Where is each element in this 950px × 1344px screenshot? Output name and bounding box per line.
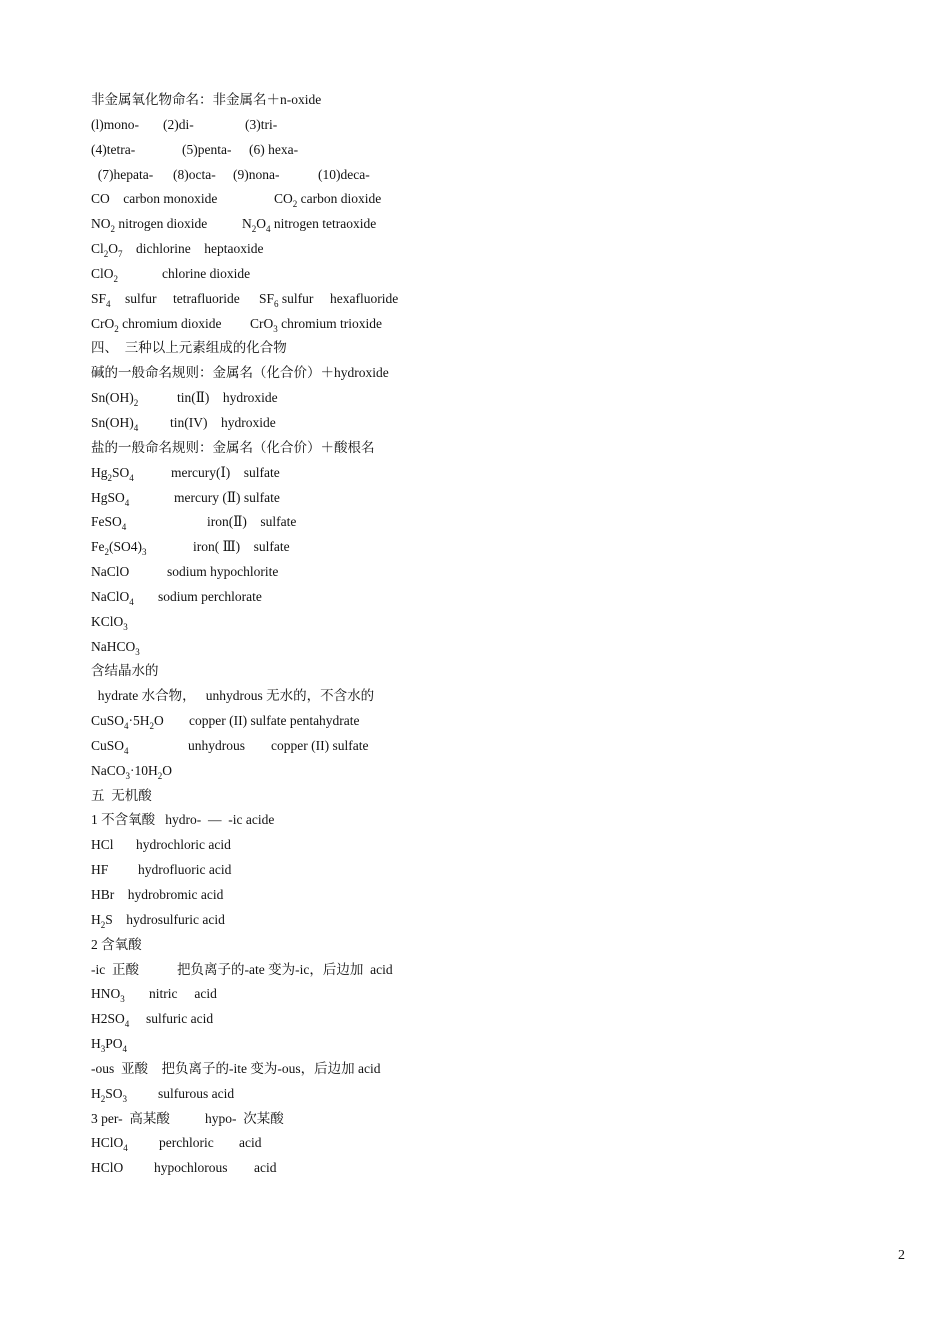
text-segment bbox=[205, 1107, 284, 1132]
text-segment bbox=[91, 510, 207, 535]
text-line bbox=[91, 287, 851, 312]
text-line bbox=[91, 858, 851, 883]
text-segment bbox=[91, 883, 223, 908]
text-run: HF bbox=[91, 862, 109, 878]
text-segment bbox=[91, 982, 149, 1007]
text-segment bbox=[91, 585, 158, 610]
text-line bbox=[91, 709, 851, 734]
text-segment bbox=[91, 212, 242, 237]
text-line bbox=[91, 560, 851, 585]
text-line bbox=[91, 138, 851, 163]
text-line bbox=[91, 113, 851, 138]
text-segment bbox=[274, 187, 381, 212]
text-run: SO bbox=[112, 464, 130, 480]
text-segment bbox=[159, 1131, 239, 1156]
text-segment bbox=[91, 1007, 146, 1032]
text-line bbox=[91, 1156, 851, 1181]
text-run: acid bbox=[254, 1160, 277, 1176]
text-run: O bbox=[162, 762, 172, 778]
text-run: CO bbox=[274, 191, 293, 207]
subscript: 2 bbox=[100, 1093, 106, 1104]
text-line bbox=[91, 486, 851, 511]
text-run: CrO bbox=[250, 315, 274, 331]
text-run: (9)nona- bbox=[233, 166, 280, 182]
text-run: N bbox=[242, 216, 252, 232]
text-line bbox=[91, 610, 851, 635]
subscript: 4 bbox=[124, 1019, 130, 1030]
text-run: FeSO bbox=[91, 514, 122, 530]
text-segment bbox=[245, 113, 277, 138]
text-line bbox=[91, 237, 851, 262]
text-segment bbox=[207, 510, 296, 535]
text-run: CO carbon monoxide bbox=[91, 191, 218, 207]
text-segment bbox=[91, 958, 177, 983]
text-segment bbox=[318, 163, 370, 188]
text-line bbox=[91, 833, 851, 858]
text-run: 1 不含氧酸 hydro- — -ic acide bbox=[91, 812, 275, 828]
text-line bbox=[91, 1057, 851, 1082]
text-segment bbox=[138, 858, 231, 883]
text-line bbox=[91, 88, 851, 113]
subscript: 2 bbox=[104, 547, 109, 558]
text-segment bbox=[254, 1156, 277, 1181]
text-run: S hydrosulfuric acid bbox=[105, 911, 225, 927]
document-body bbox=[91, 88, 851, 1181]
text-run: O bbox=[256, 216, 266, 232]
text-run: 含结晶水的 bbox=[91, 663, 159, 679]
text-segment bbox=[91, 784, 152, 809]
subscript: 4 bbox=[129, 472, 134, 483]
text-run: copper (II) sulfate bbox=[271, 737, 369, 753]
text-line bbox=[91, 684, 851, 709]
text-segment bbox=[136, 833, 231, 858]
text-run: chromium dioxide bbox=[118, 315, 222, 331]
text-run: HBr hydrobromic acid bbox=[91, 887, 224, 902]
text-line bbox=[91, 759, 851, 784]
text-run: mercury (Ⅱ) sulfate bbox=[174, 489, 280, 505]
text-run: SF bbox=[91, 290, 107, 306]
text-run: tetrafluoride bbox=[173, 290, 240, 306]
text-segment bbox=[158, 585, 262, 610]
text-segment bbox=[91, 709, 189, 734]
text-run: (2)di- bbox=[163, 116, 194, 132]
text-segment bbox=[91, 1107, 205, 1132]
text-run: SF bbox=[259, 290, 275, 306]
text-line bbox=[91, 883, 851, 908]
text-line bbox=[91, 411, 851, 436]
text-run: hypo- 次某酸 bbox=[205, 1110, 284, 1126]
text-run: acid bbox=[239, 1135, 262, 1151]
text-segment bbox=[171, 461, 280, 486]
text-run: hypochlorous bbox=[154, 1160, 228, 1176]
text-run: SO bbox=[105, 1085, 123, 1101]
subscript: 4 bbox=[129, 596, 134, 607]
text-run: 碱的一般命名规则：金属名（化合价）＋hydroxide bbox=[91, 365, 389, 381]
text-segment bbox=[330, 287, 398, 312]
text-segment bbox=[177, 958, 393, 983]
text-line bbox=[91, 635, 851, 660]
text-segment bbox=[158, 1082, 234, 1107]
text-segment bbox=[91, 187, 274, 212]
text-run: Sn(OH) bbox=[91, 414, 134, 430]
text-run: HClO bbox=[91, 1135, 124, 1151]
text-segment bbox=[149, 982, 217, 1007]
text-run: sodium hypochlorite bbox=[167, 564, 279, 580]
text-run: 把负离子的-ate 变为-ic，后边加 acid bbox=[177, 961, 393, 977]
text-segment bbox=[242, 212, 376, 237]
text-run: hexafluoride bbox=[330, 290, 399, 306]
text-segment bbox=[91, 1131, 159, 1156]
text-segment bbox=[91, 1032, 127, 1057]
text-run: Hg bbox=[91, 464, 108, 480]
text-run: ClO bbox=[91, 265, 114, 281]
text-line bbox=[91, 958, 851, 983]
text-run: NaClO bbox=[91, 564, 130, 580]
subscript: 2 bbox=[113, 273, 119, 284]
text-run: perchloric bbox=[159, 1135, 214, 1151]
text-run: ·5H bbox=[128, 713, 150, 729]
text-segment bbox=[91, 808, 274, 833]
text-line bbox=[91, 1007, 851, 1032]
text-line bbox=[91, 659, 851, 684]
subscript: 2 bbox=[292, 199, 298, 210]
subscript: 4 bbox=[122, 1044, 128, 1055]
text-run: (8)octa- bbox=[173, 166, 216, 182]
text-run: (l)mono- bbox=[91, 116, 139, 132]
text-run: H bbox=[91, 911, 101, 927]
text-run: nitric acid bbox=[149, 986, 217, 1002]
text-line bbox=[91, 336, 851, 361]
text-run: H2SO bbox=[91, 1011, 125, 1027]
text-line bbox=[91, 312, 851, 337]
text-segment bbox=[249, 138, 298, 163]
text-run: copper (II) sulfate pentahydrate bbox=[189, 713, 360, 729]
subscript: 3 bbox=[125, 770, 130, 781]
text-run: nitrogen dioxide bbox=[115, 216, 208, 232]
text-segment bbox=[91, 312, 250, 337]
text-segment bbox=[146, 1007, 213, 1032]
subscript: 2 bbox=[100, 919, 106, 930]
text-segment bbox=[91, 436, 375, 461]
subscript: 4 bbox=[124, 745, 129, 756]
subscript: 2 bbox=[114, 323, 119, 334]
text-run: Sn(OH) bbox=[91, 390, 134, 406]
text-line bbox=[91, 1131, 851, 1156]
text-line bbox=[91, 436, 851, 461]
text-segment bbox=[91, 361, 389, 386]
text-run: sulfur bbox=[278, 290, 314, 306]
text-run: carbon dioxide bbox=[297, 191, 382, 207]
text-run: tin(Ⅱ) hydroxide bbox=[177, 390, 278, 406]
text-segment bbox=[91, 287, 125, 312]
text-segment bbox=[91, 336, 287, 361]
text-segment bbox=[91, 1082, 158, 1107]
text-segment bbox=[91, 262, 162, 287]
subscript: 3 bbox=[100, 1044, 106, 1055]
text-segment bbox=[91, 1156, 154, 1181]
text-run: (5)penta- bbox=[182, 141, 232, 157]
text-run: -ous 亚酸 把负离子的-ite 变为-ous，后边加 acid bbox=[91, 1060, 381, 1076]
text-segment bbox=[174, 486, 280, 511]
text-run: tin(IV) hydroxide bbox=[170, 414, 276, 430]
text-segment bbox=[188, 734, 271, 759]
text-line bbox=[91, 1032, 851, 1057]
text-segment bbox=[91, 535, 193, 560]
text-run: (6) hexa- bbox=[249, 141, 299, 157]
text-run: O bbox=[108, 241, 119, 257]
text-segment bbox=[162, 262, 250, 287]
text-run: hydrate 水合物， unhydrous 无水的，不含水的 bbox=[91, 688, 375, 704]
text-run: HNO bbox=[91, 986, 121, 1002]
text-segment bbox=[163, 113, 245, 138]
text-segment bbox=[91, 461, 171, 486]
text-line bbox=[91, 585, 851, 610]
text-line bbox=[91, 808, 851, 833]
text-line bbox=[91, 386, 851, 411]
text-run: (4)tetra- bbox=[91, 141, 136, 157]
subscript: 2 bbox=[149, 721, 155, 732]
text-run: Cl bbox=[91, 241, 104, 257]
subscript: 4 bbox=[266, 224, 271, 235]
text-line bbox=[91, 361, 851, 386]
text-run: O bbox=[154, 713, 164, 729]
text-run: CrO bbox=[91, 315, 115, 331]
text-line bbox=[91, 535, 851, 560]
text-run: iron( Ⅲ) sulfate bbox=[193, 539, 290, 555]
text-segment bbox=[182, 138, 249, 163]
text-run: mercury(Ⅰ) sulfate bbox=[171, 464, 280, 480]
text-line bbox=[91, 1107, 851, 1132]
text-segment bbox=[91, 610, 128, 635]
subscript: 2 bbox=[157, 770, 163, 781]
text-segment bbox=[91, 759, 172, 784]
subscript: 6 bbox=[274, 298, 279, 309]
text-line bbox=[91, 734, 851, 759]
text-run: unhydrous bbox=[188, 737, 245, 753]
subscript: 3 bbox=[142, 547, 147, 558]
subscript: 4 bbox=[121, 522, 127, 533]
text-line bbox=[91, 1082, 851, 1107]
text-run: sulfuric acid bbox=[146, 1011, 214, 1027]
text-segment bbox=[173, 287, 259, 312]
text-line bbox=[91, 163, 851, 188]
text-run: H bbox=[91, 1036, 101, 1052]
subscript: 4 bbox=[123, 1143, 128, 1154]
text-run: sulfurous acid bbox=[158, 1085, 235, 1101]
text-segment bbox=[91, 386, 177, 411]
page-number: 2 bbox=[898, 1248, 905, 1263]
text-run: (3)tri- bbox=[245, 116, 278, 132]
text-run: chlorine dioxide bbox=[162, 265, 251, 281]
subscript: 2 bbox=[251, 224, 257, 235]
text-segment bbox=[91, 88, 321, 113]
text-run: PO bbox=[105, 1036, 123, 1052]
text-line bbox=[91, 461, 851, 486]
text-run: H bbox=[91, 1085, 101, 1101]
subscript: 2 bbox=[103, 249, 109, 260]
subscript: 4 bbox=[124, 497, 130, 508]
subscript: 3 bbox=[135, 646, 140, 657]
text-run: (7)hepata- bbox=[91, 166, 154, 182]
text-run: sulfur bbox=[125, 290, 157, 306]
text-segment bbox=[193, 535, 290, 560]
text-run: nitrogen tetraoxide bbox=[270, 216, 377, 232]
text-run: KClO bbox=[91, 613, 124, 629]
subscript: 4 bbox=[124, 721, 129, 732]
text-run: 五 无机酸 bbox=[91, 787, 152, 803]
text-segment bbox=[91, 113, 163, 138]
text-line bbox=[91, 510, 851, 535]
text-segment bbox=[250, 312, 382, 337]
text-segment bbox=[91, 1057, 380, 1082]
subscript: 3 bbox=[123, 621, 128, 632]
text-segment bbox=[233, 163, 318, 188]
text-run: HgSO bbox=[91, 489, 125, 505]
text-line bbox=[91, 187, 851, 212]
text-run: dichlorine heptaoxide bbox=[122, 241, 264, 257]
subscript: 4 bbox=[133, 422, 139, 433]
text-segment bbox=[91, 138, 182, 163]
text-segment bbox=[154, 1156, 254, 1181]
text-segment bbox=[167, 560, 278, 585]
text-segment bbox=[91, 237, 263, 262]
subscript: 2 bbox=[110, 224, 115, 235]
text-run: 非金属氧化物命名：非金属名＋n-oxide bbox=[91, 92, 322, 107]
text-run: NaHCO bbox=[91, 638, 136, 654]
subscript: 2 bbox=[133, 398, 139, 409]
text-line bbox=[91, 933, 851, 958]
text-run: 盐的一般命名规则：金属名（化合价）＋酸根名 bbox=[91, 439, 375, 455]
text-run: hydrofluoric acid bbox=[138, 862, 232, 878]
text-run: CuSO bbox=[91, 737, 125, 753]
subscript: 3 bbox=[122, 1093, 128, 1104]
text-run: HCl bbox=[91, 837, 114, 853]
text-segment bbox=[189, 709, 360, 734]
text-line bbox=[91, 784, 851, 809]
text-run: (SO4) bbox=[109, 539, 142, 555]
text-run: NaCO bbox=[91, 762, 126, 778]
text-run: NaClO bbox=[91, 588, 130, 604]
text-segment bbox=[91, 933, 142, 958]
text-line bbox=[91, 982, 851, 1007]
text-run: CuSO bbox=[91, 713, 125, 729]
text-run: Fe bbox=[91, 539, 105, 555]
text-segment bbox=[125, 287, 173, 312]
text-segment bbox=[91, 659, 159, 684]
text-run: (10)deca- bbox=[318, 166, 370, 182]
text-segment bbox=[177, 386, 278, 411]
text-segment bbox=[173, 163, 233, 188]
text-segment bbox=[91, 411, 170, 436]
text-line bbox=[91, 262, 851, 287]
text-run: hydrochloric acid bbox=[136, 837, 231, 853]
subscript: 3 bbox=[273, 323, 278, 334]
text-run: 3 per- 高某酸 bbox=[91, 1110, 170, 1126]
text-segment bbox=[91, 560, 167, 585]
text-run: 四、 三种以上元素组成的化合物 bbox=[91, 340, 287, 356]
text-segment bbox=[91, 908, 225, 933]
text-segment bbox=[239, 1131, 262, 1156]
text-run: HClO bbox=[91, 1160, 124, 1176]
text-run: chromium trioxide bbox=[277, 315, 382, 331]
text-run: -ic 正酸 bbox=[91, 961, 139, 977]
subscript: 4 bbox=[106, 298, 111, 309]
subscript: 2 bbox=[107, 472, 112, 483]
text-segment bbox=[91, 858, 138, 883]
text-segment bbox=[259, 287, 330, 312]
text-run: 2 含氧酸 bbox=[91, 936, 142, 952]
text-segment bbox=[91, 833, 136, 858]
text-segment bbox=[170, 411, 276, 436]
text-segment bbox=[91, 486, 174, 511]
text-run: NO bbox=[91, 216, 111, 232]
subscript: 3 bbox=[120, 994, 125, 1005]
subscript: 7 bbox=[118, 249, 123, 260]
text-run: sodium perchlorate bbox=[158, 588, 262, 604]
text-run: iron(Ⅱ) sulfate bbox=[207, 514, 297, 530]
text-segment bbox=[91, 163, 173, 188]
text-segment bbox=[91, 635, 140, 660]
text-segment bbox=[271, 734, 368, 759]
text-line bbox=[91, 908, 851, 933]
text-run: ·10H bbox=[130, 762, 158, 778]
text-segment bbox=[91, 734, 188, 759]
text-line bbox=[91, 212, 851, 237]
text-segment bbox=[91, 684, 374, 709]
